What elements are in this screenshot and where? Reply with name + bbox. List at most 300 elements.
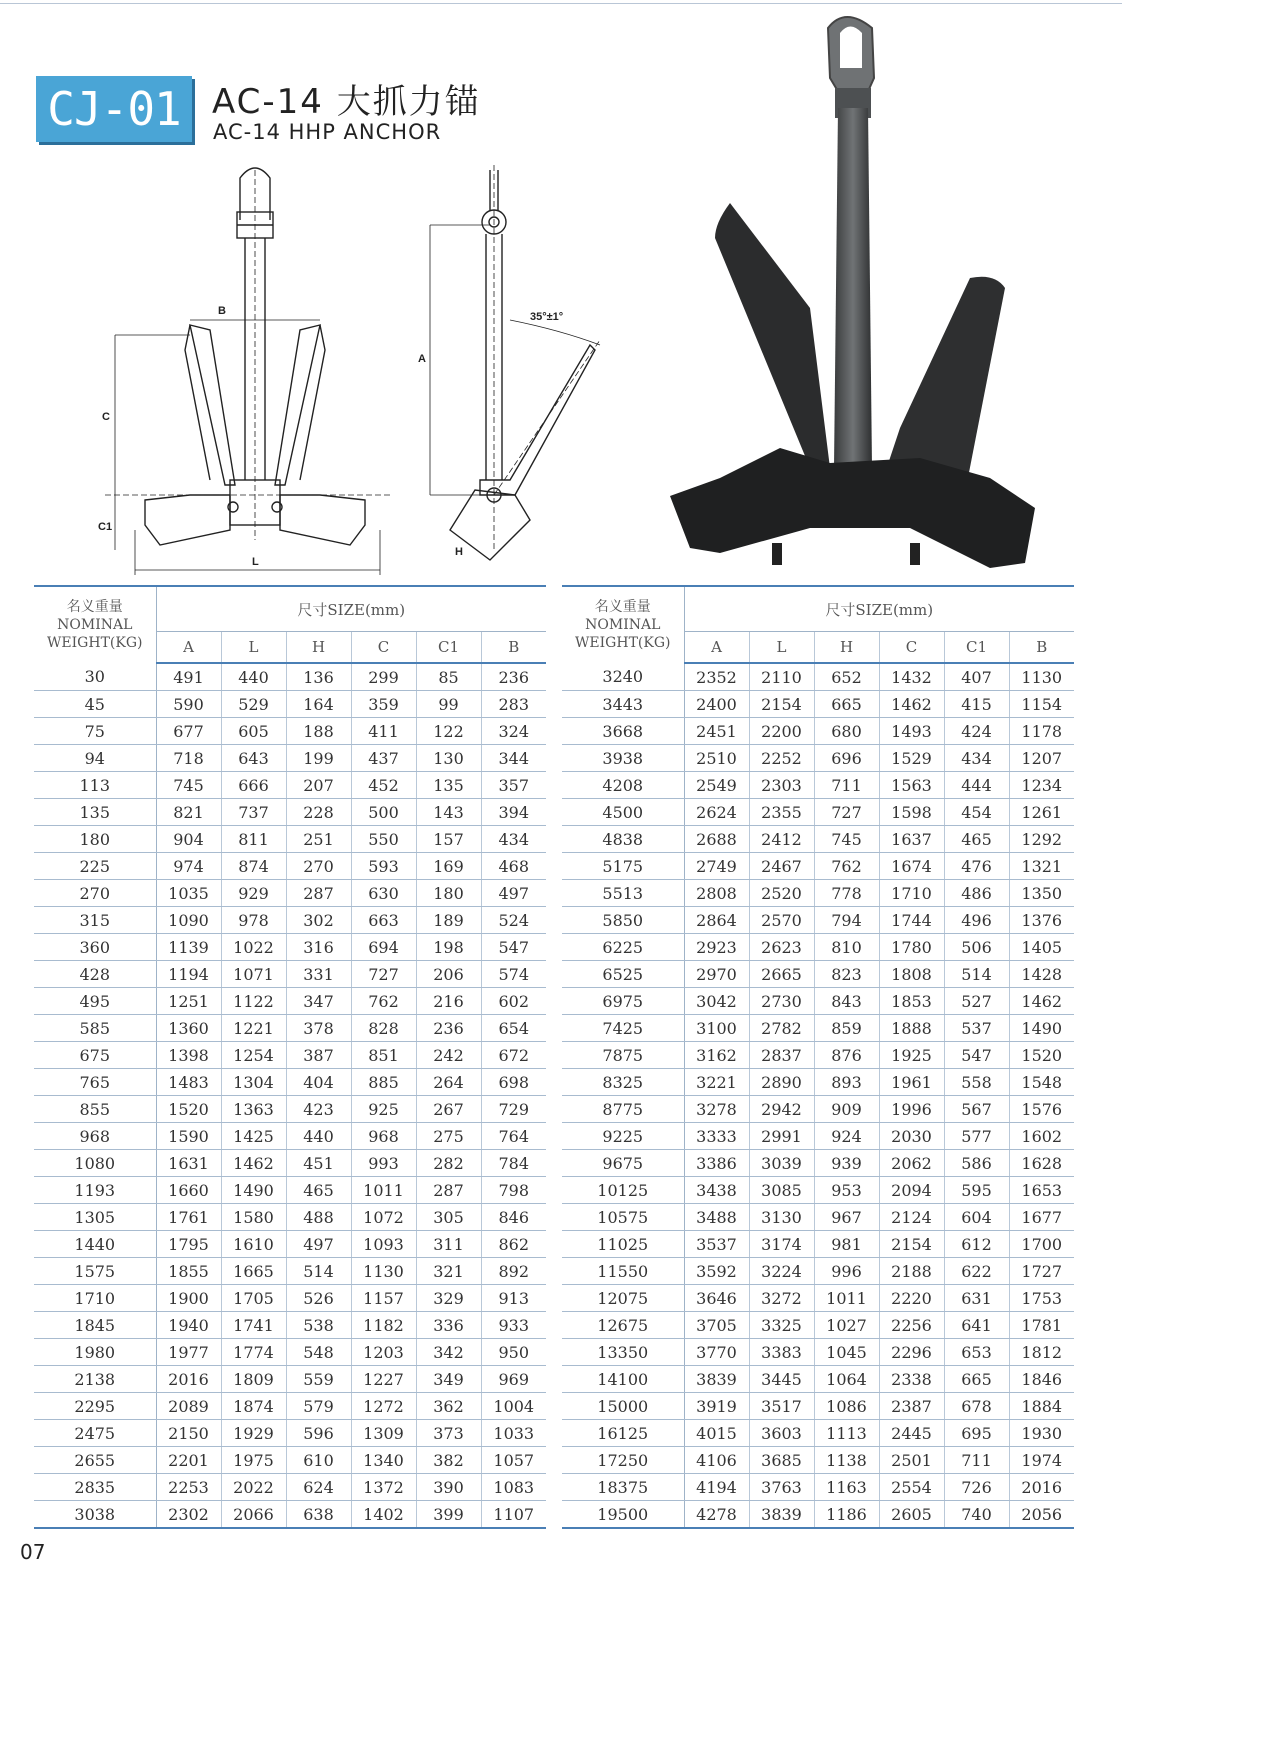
cell-a: 718 xyxy=(156,745,221,772)
cell-a: 3839 xyxy=(684,1366,749,1393)
label-c1: C1 xyxy=(98,521,113,533)
cell-a: 2089 xyxy=(156,1393,221,1420)
cell-l: 1425 xyxy=(221,1123,286,1150)
cell-weight: 855 xyxy=(34,1096,156,1123)
cell-b: 1653 xyxy=(1009,1177,1074,1204)
cell-c: 2554 xyxy=(879,1474,944,1501)
cell-weight: 180 xyxy=(34,826,156,853)
cell-a: 3333 xyxy=(684,1123,749,1150)
cell-c1: 189 xyxy=(416,907,481,934)
cell-c: 727 xyxy=(351,961,416,988)
table-row xyxy=(562,799,1074,826)
cell-weight: 1845 xyxy=(34,1312,156,1339)
cell-weight: 2138 xyxy=(34,1366,156,1393)
cell-h: 465 xyxy=(286,1177,351,1204)
cell-h: 727 xyxy=(814,799,879,826)
cell-c1: 424 xyxy=(944,718,1009,745)
cell-c: 437 xyxy=(351,745,416,772)
weight-header-en2: WEIGHT(KG) xyxy=(47,635,143,651)
cell-h: 538 xyxy=(286,1312,351,1339)
cell-a: 1795 xyxy=(156,1231,221,1258)
cell-weight: 1193 xyxy=(34,1177,156,1204)
cell-c1: 349 xyxy=(416,1366,481,1393)
cell-l: 3039 xyxy=(749,1150,814,1177)
table-row xyxy=(34,1420,546,1447)
cell-weight: 765 xyxy=(34,1069,156,1096)
cell-a: 4106 xyxy=(684,1447,749,1474)
cell-c: 2387 xyxy=(879,1393,944,1420)
cell-a: 1483 xyxy=(156,1069,221,1096)
cell-l: 2730 xyxy=(749,988,814,1015)
cell-c: 1493 xyxy=(879,718,944,745)
cell-a: 3438 xyxy=(684,1177,749,1204)
table-row xyxy=(34,1123,546,1150)
cell-l: 2066 xyxy=(221,1501,286,1529)
cell-l: 2991 xyxy=(749,1123,814,1150)
cell-c1: 711 xyxy=(944,1447,1009,1474)
cell-b: 933 xyxy=(481,1312,546,1339)
cell-weight: 113 xyxy=(34,772,156,799)
cell-c1: 496 xyxy=(944,907,1009,934)
cell-l: 3325 xyxy=(749,1312,814,1339)
cell-c: 694 xyxy=(351,934,416,961)
cell-c: 1462 xyxy=(879,691,944,718)
cell-c: 1637 xyxy=(879,826,944,853)
cell-a: 821 xyxy=(156,799,221,826)
cell-c: 968 xyxy=(351,1123,416,1150)
cell-weight: 4500 xyxy=(562,799,684,826)
cell-l: 2837 xyxy=(749,1042,814,1069)
cell-l: 1774 xyxy=(221,1339,286,1366)
cell-l: 2252 xyxy=(749,745,814,772)
cell-weight: 585 xyxy=(34,1015,156,1042)
cell-weight: 12075 xyxy=(562,1285,684,1312)
cell-h: 843 xyxy=(814,988,879,1015)
weight-header-en1: NOMINAL xyxy=(585,617,661,633)
cell-h: 1086 xyxy=(814,1393,879,1420)
column-header-c1: C1 xyxy=(944,632,1009,664)
cell-c: 2501 xyxy=(879,1447,944,1474)
column-header-c: C xyxy=(351,632,416,664)
cell-a: 1398 xyxy=(156,1042,221,1069)
cell-l: 1705 xyxy=(221,1285,286,1312)
table-row xyxy=(562,1420,1074,1447)
cell-a: 2864 xyxy=(684,907,749,934)
cell-weight: 8325 xyxy=(562,1069,684,1096)
cell-c: 1272 xyxy=(351,1393,416,1420)
cell-b: 1004 xyxy=(481,1393,546,1420)
cell-weight: 9675 xyxy=(562,1150,684,1177)
cell-l: 2154 xyxy=(749,691,814,718)
cell-l: 1874 xyxy=(221,1393,286,1420)
table-row xyxy=(34,718,546,745)
table-row xyxy=(34,988,546,1015)
cell-a: 2451 xyxy=(684,718,749,745)
cell-weight: 2835 xyxy=(34,1474,156,1501)
cell-l: 1254 xyxy=(221,1042,286,1069)
cell-a: 1360 xyxy=(156,1015,221,1042)
cell-c: 1996 xyxy=(879,1096,944,1123)
spec-table-right xyxy=(562,585,1074,1529)
cell-l: 3603 xyxy=(749,1420,814,1447)
cell-b: 1727 xyxy=(1009,1258,1074,1285)
cell-h: 665 xyxy=(814,691,879,718)
cell-c1: 653 xyxy=(944,1339,1009,1366)
cell-c: 885 xyxy=(351,1069,416,1096)
cell-weight: 225 xyxy=(34,853,156,880)
cell-c1: 390 xyxy=(416,1474,481,1501)
cell-l: 2942 xyxy=(749,1096,814,1123)
cell-l: 1022 xyxy=(221,934,286,961)
cell-l: 1221 xyxy=(221,1015,286,1042)
cell-l: 1462 xyxy=(221,1150,286,1177)
weight-header-en2: WEIGHT(KG) xyxy=(575,635,671,651)
cell-c: 1529 xyxy=(879,745,944,772)
cell-b: 846 xyxy=(481,1204,546,1231)
cell-c: 925 xyxy=(351,1096,416,1123)
cell-weight: 10575 xyxy=(562,1204,684,1231)
cell-c1: 198 xyxy=(416,934,481,961)
cell-l: 2782 xyxy=(749,1015,814,1042)
cell-l: 811 xyxy=(221,826,286,853)
cell-a: 491 xyxy=(156,663,221,691)
cell-a: 3042 xyxy=(684,988,749,1015)
cell-b: 950 xyxy=(481,1339,546,1366)
table-row xyxy=(562,1177,1074,1204)
cell-l: 929 xyxy=(221,880,286,907)
table-row xyxy=(562,1096,1074,1123)
cell-b: 2056 xyxy=(1009,1501,1074,1529)
cell-b: 283 xyxy=(481,691,546,718)
cell-h: 610 xyxy=(286,1447,351,1474)
cell-l: 1122 xyxy=(221,988,286,1015)
cell-a: 3592 xyxy=(684,1258,749,1285)
column-header-c: C xyxy=(879,632,944,664)
cell-a: 2016 xyxy=(156,1366,221,1393)
cell-b: 1178 xyxy=(1009,718,1074,745)
cell-c: 1563 xyxy=(879,772,944,799)
column-header-l: L xyxy=(749,632,814,664)
cell-l: 1741 xyxy=(221,1312,286,1339)
table-row xyxy=(34,826,546,853)
cell-l: 529 xyxy=(221,691,286,718)
cell-h: 136 xyxy=(286,663,351,691)
cell-c1: 342 xyxy=(416,1339,481,1366)
cell-l: 1665 xyxy=(221,1258,286,1285)
table-row xyxy=(34,772,546,799)
cell-h: 497 xyxy=(286,1231,351,1258)
cell-b: 1261 xyxy=(1009,799,1074,826)
table-row xyxy=(562,1501,1074,1529)
cell-c: 1674 xyxy=(879,853,944,880)
spec-table-right-body xyxy=(562,663,1074,1528)
cell-c1: 169 xyxy=(416,853,481,880)
cell-h: 287 xyxy=(286,880,351,907)
size-header: 尺寸SIZE(mm) xyxy=(156,586,546,632)
cell-c1: 329 xyxy=(416,1285,481,1312)
cell-a: 904 xyxy=(156,826,221,853)
cell-a: 1900 xyxy=(156,1285,221,1312)
cell-c1: 586 xyxy=(944,1150,1009,1177)
cell-b: 913 xyxy=(481,1285,546,1312)
cell-h: 1011 xyxy=(814,1285,879,1312)
cell-weight: 1575 xyxy=(34,1258,156,1285)
table-row xyxy=(34,934,546,961)
cell-b: 602 xyxy=(481,988,546,1015)
table-row xyxy=(562,1339,1074,1366)
cell-c: 663 xyxy=(351,907,416,934)
cell-weight: 428 xyxy=(34,961,156,988)
cell-b: 547 xyxy=(481,934,546,961)
cell-c: 1372 xyxy=(351,1474,416,1501)
cell-c1: 537 xyxy=(944,1015,1009,1042)
weight-header xyxy=(562,586,684,663)
column-header-h: H xyxy=(286,632,351,664)
cell-weight: 1440 xyxy=(34,1231,156,1258)
size-header: 尺寸SIZE(mm) xyxy=(684,586,1074,632)
page-number: 07 xyxy=(20,1540,46,1564)
table-row xyxy=(34,961,546,988)
cell-c: 993 xyxy=(351,1150,416,1177)
cell-h: 745 xyxy=(814,826,879,853)
anchor-photo xyxy=(660,8,1060,578)
cell-l: 978 xyxy=(221,907,286,934)
column-header-a: A xyxy=(156,632,221,664)
cell-h: 981 xyxy=(814,1231,879,1258)
label-angle: 35°±1° xyxy=(530,311,564,323)
cell-weight: 1080 xyxy=(34,1150,156,1177)
cell-weight: 135 xyxy=(34,799,156,826)
cell-c: 2154 xyxy=(879,1231,944,1258)
top-rule xyxy=(0,3,1122,4)
cell-c: 1309 xyxy=(351,1420,416,1447)
cell-l: 3685 xyxy=(749,1447,814,1474)
cell-c: 828 xyxy=(351,1015,416,1042)
cell-l: 3224 xyxy=(749,1258,814,1285)
cell-c: 2296 xyxy=(879,1339,944,1366)
cell-h: 526 xyxy=(286,1285,351,1312)
table-row xyxy=(34,1042,546,1069)
table-row xyxy=(562,988,1074,1015)
cell-a: 2549 xyxy=(684,772,749,799)
cell-b: 1154 xyxy=(1009,691,1074,718)
cell-l: 3130 xyxy=(749,1204,814,1231)
cell-h: 939 xyxy=(814,1150,879,1177)
cell-l: 2665 xyxy=(749,961,814,988)
cell-h: 514 xyxy=(286,1258,351,1285)
cell-a: 2923 xyxy=(684,934,749,961)
table-row xyxy=(34,1150,546,1177)
cell-c1: 399 xyxy=(416,1501,481,1529)
cell-b: 394 xyxy=(481,799,546,826)
table-row xyxy=(562,772,1074,799)
table-row xyxy=(34,691,546,718)
cell-l: 605 xyxy=(221,718,286,745)
cell-weight: 2295 xyxy=(34,1393,156,1420)
column-header-l: L xyxy=(221,632,286,664)
cell-a: 1660 xyxy=(156,1177,221,1204)
cell-h: 859 xyxy=(814,1015,879,1042)
cell-weight: 1710 xyxy=(34,1285,156,1312)
table-row xyxy=(562,1123,1074,1150)
cell-b: 798 xyxy=(481,1177,546,1204)
cell-c1: 604 xyxy=(944,1204,1009,1231)
table-row xyxy=(562,1015,1074,1042)
table-row xyxy=(562,907,1074,934)
cell-c1: 321 xyxy=(416,1258,481,1285)
cell-l: 3445 xyxy=(749,1366,814,1393)
cell-a: 1977 xyxy=(156,1339,221,1366)
cell-c1: 85 xyxy=(416,663,481,691)
cell-c: 500 xyxy=(351,799,416,826)
table-row xyxy=(562,826,1074,853)
cell-c: 1888 xyxy=(879,1015,944,1042)
cell-c: 762 xyxy=(351,988,416,1015)
cell-c1: 99 xyxy=(416,691,481,718)
column-header-b: B xyxy=(481,632,546,664)
weight-header xyxy=(34,586,156,663)
cell-b: 2016 xyxy=(1009,1474,1074,1501)
cell-weight: 45 xyxy=(34,691,156,718)
cell-h: 302 xyxy=(286,907,351,934)
cell-l: 3839 xyxy=(749,1501,814,1529)
cell-h: 596 xyxy=(286,1420,351,1447)
cell-l: 2200 xyxy=(749,718,814,745)
cell-l: 2303 xyxy=(749,772,814,799)
cell-weight: 6975 xyxy=(562,988,684,1015)
cell-h: 778 xyxy=(814,880,879,907)
table-row xyxy=(34,1393,546,1420)
cell-a: 1761 xyxy=(156,1204,221,1231)
anchor-technical-drawing xyxy=(90,150,630,590)
cell-l: 643 xyxy=(221,745,286,772)
cell-h: 810 xyxy=(814,934,879,961)
cell-a: 4278 xyxy=(684,1501,749,1529)
cell-c1: 740 xyxy=(944,1501,1009,1529)
cell-h: 1113 xyxy=(814,1420,879,1447)
cell-l: 2022 xyxy=(221,1474,286,1501)
cell-a: 3221 xyxy=(684,1069,749,1096)
cell-c: 1925 xyxy=(879,1042,944,1069)
cell-c1: 287 xyxy=(416,1177,481,1204)
cell-l: 874 xyxy=(221,853,286,880)
table-row xyxy=(34,745,546,772)
cell-c1: 567 xyxy=(944,1096,1009,1123)
cell-h: 559 xyxy=(286,1366,351,1393)
cell-c1: 305 xyxy=(416,1204,481,1231)
cell-weight: 7425 xyxy=(562,1015,684,1042)
cell-weight: 9225 xyxy=(562,1123,684,1150)
cell-a: 1590 xyxy=(156,1123,221,1150)
cell-b: 1490 xyxy=(1009,1015,1074,1042)
cell-c1: 135 xyxy=(416,772,481,799)
cell-h: 953 xyxy=(814,1177,879,1204)
table-row xyxy=(562,1231,1074,1258)
table-row xyxy=(34,1447,546,1474)
cell-b: 1781 xyxy=(1009,1312,1074,1339)
table-row xyxy=(562,880,1074,907)
column-header-h: H xyxy=(814,632,879,664)
cell-c1: 612 xyxy=(944,1231,1009,1258)
label-c: C xyxy=(102,411,110,423)
cell-c1: 558 xyxy=(944,1069,1009,1096)
cell-weight: 270 xyxy=(34,880,156,907)
cell-a: 2302 xyxy=(156,1501,221,1529)
cell-weight: 675 xyxy=(34,1042,156,1069)
cell-c: 1744 xyxy=(879,907,944,934)
cell-l: 3517 xyxy=(749,1393,814,1420)
cell-weight: 3938 xyxy=(562,745,684,772)
cell-c: 550 xyxy=(351,826,416,853)
cell-c: 411 xyxy=(351,718,416,745)
cell-weight: 18375 xyxy=(562,1474,684,1501)
cell-c: 2030 xyxy=(879,1123,944,1150)
cell-b: 1520 xyxy=(1009,1042,1074,1069)
cell-c1: 216 xyxy=(416,988,481,1015)
cell-c1: 336 xyxy=(416,1312,481,1339)
table-row xyxy=(34,1474,546,1501)
cell-l: 2355 xyxy=(749,799,814,826)
cell-weight: 5850 xyxy=(562,907,684,934)
cell-c: 2220 xyxy=(879,1285,944,1312)
cell-weight: 5175 xyxy=(562,853,684,880)
label-l: L xyxy=(252,556,259,568)
cell-b: 764 xyxy=(481,1123,546,1150)
table-row xyxy=(562,853,1074,880)
cell-c1: 236 xyxy=(416,1015,481,1042)
cell-c1: 695 xyxy=(944,1420,1009,1447)
cell-a: 1035 xyxy=(156,880,221,907)
cell-h: 1045 xyxy=(814,1339,879,1366)
cell-l: 3174 xyxy=(749,1231,814,1258)
cell-h: 1138 xyxy=(814,1447,879,1474)
cell-weight: 3443 xyxy=(562,691,684,718)
cell-b: 1628 xyxy=(1009,1150,1074,1177)
cell-h: 1163 xyxy=(814,1474,879,1501)
table-row xyxy=(562,1069,1074,1096)
cell-b: 1428 xyxy=(1009,961,1074,988)
cell-a: 3488 xyxy=(684,1204,749,1231)
table-row xyxy=(562,1042,1074,1069)
cell-a: 745 xyxy=(156,772,221,799)
weight-header-en1: NOMINAL xyxy=(57,617,133,633)
table-row xyxy=(562,691,1074,718)
cell-h: 823 xyxy=(814,961,879,988)
cell-weight: 10125 xyxy=(562,1177,684,1204)
table-row xyxy=(562,1150,1074,1177)
cell-weight: 2475 xyxy=(34,1420,156,1447)
cell-b: 1930 xyxy=(1009,1420,1074,1447)
cell-b: 468 xyxy=(481,853,546,880)
cell-c: 2188 xyxy=(879,1258,944,1285)
cell-c: 1432 xyxy=(879,663,944,691)
cell-h: 548 xyxy=(286,1339,351,1366)
cell-c1: 206 xyxy=(416,961,481,988)
cell-c1: 444 xyxy=(944,772,1009,799)
cell-b: 654 xyxy=(481,1015,546,1042)
cell-h: 316 xyxy=(286,934,351,961)
cell-c1: 476 xyxy=(944,853,1009,880)
cell-weight: 315 xyxy=(34,907,156,934)
cell-c1: 514 xyxy=(944,961,1009,988)
cell-b: 1292 xyxy=(1009,826,1074,853)
cell-weight: 13350 xyxy=(562,1339,684,1366)
cell-h: 1027 xyxy=(814,1312,879,1339)
cell-c: 1808 xyxy=(879,961,944,988)
cell-a: 2970 xyxy=(684,961,749,988)
cell-c: 630 xyxy=(351,880,416,907)
cell-weight: 11550 xyxy=(562,1258,684,1285)
